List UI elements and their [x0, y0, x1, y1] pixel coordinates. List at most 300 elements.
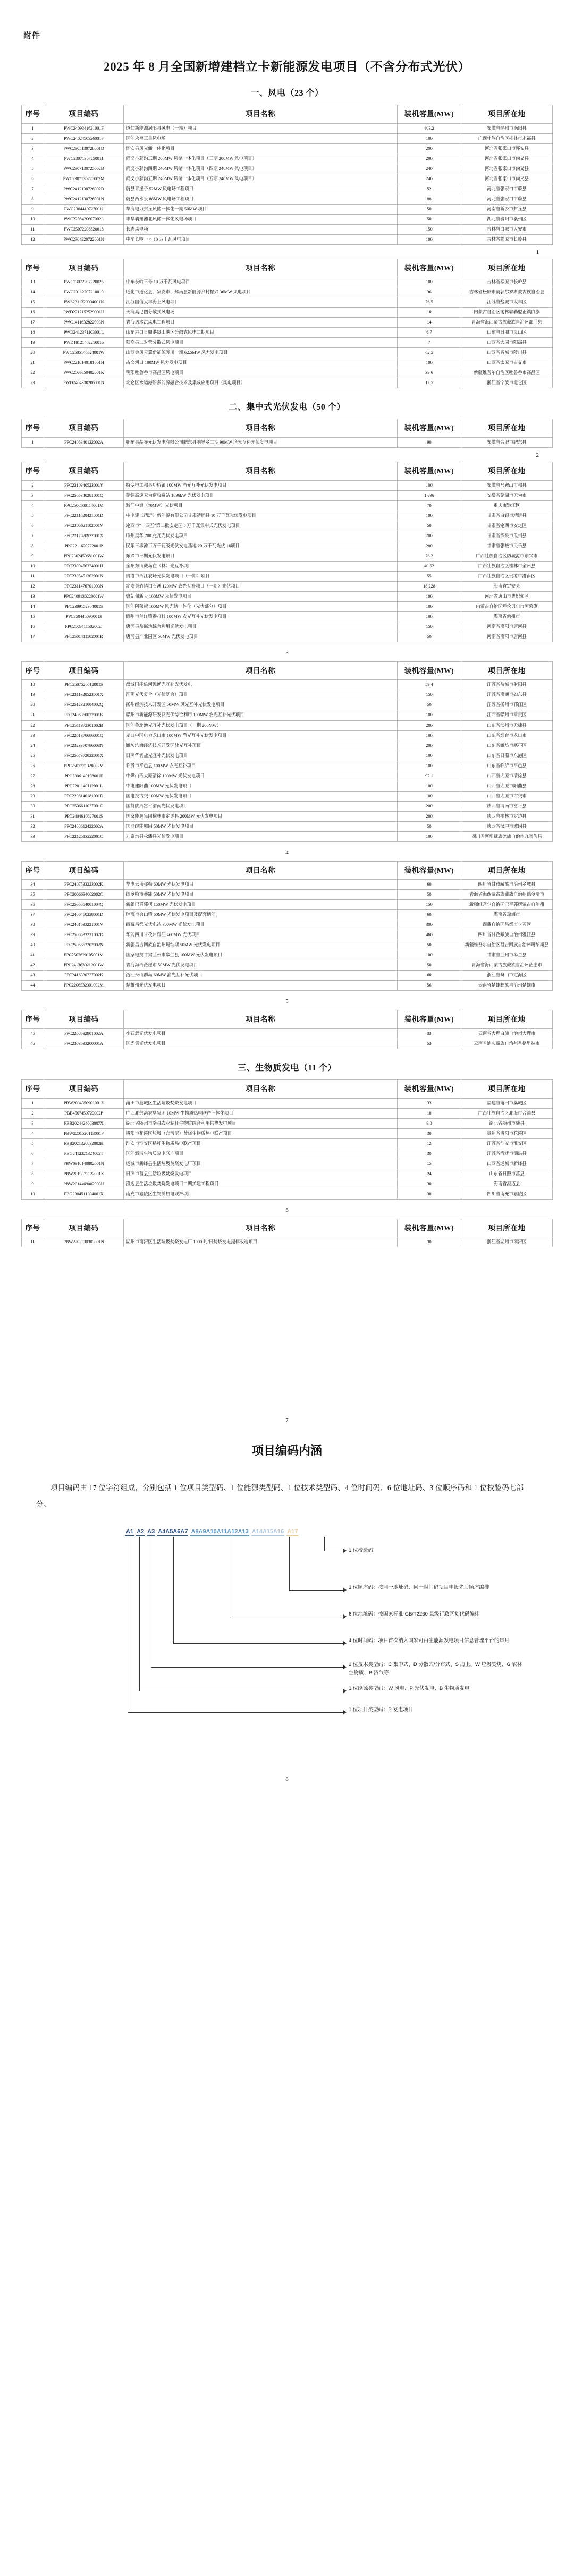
table-header-row	[22, 1080, 553, 1099]
tree-arrow-serial	[343, 1588, 347, 1592]
cell-code: PWC2307130725003M	[44, 174, 124, 184]
table-row	[22, 971, 553, 981]
table-header-row	[22, 105, 553, 124]
column-header-code: 项目编码	[44, 1010, 124, 1029]
cell-index: 30	[22, 801, 44, 811]
column-header-location: 项目所在地	[461, 661, 553, 680]
cell-location: 甘肃省定西市安定区	[461, 521, 553, 531]
cell-code: PPC2512321004002Q	[44, 700, 124, 710]
cell-name: 小石忽光伏发电项目	[124, 1028, 398, 1039]
cell-code: PBW0910140802001N	[44, 1159, 124, 1169]
cell-index: 12	[22, 581, 44, 591]
cell-name: 定安黄竹镇白石溪 120MW 农光互补项目（一期）光伏项目	[124, 581, 398, 591]
cell-capacity: 30	[398, 1189, 461, 1199]
cell-location: 河南省南阳市唐河县	[461, 622, 553, 632]
cell-index: 40	[22, 940, 44, 950]
cell-location: 甘肃省张掖市民乐县	[461, 541, 553, 551]
table-body	[22, 1028, 553, 1049]
cell-location: 山西省晋城市陵川县	[461, 348, 553, 358]
cell-code: PPC2505340281001Q	[44, 490, 124, 500]
table-row	[22, 632, 553, 642]
cell-location: 江苏省扬州市邗江区	[461, 700, 553, 710]
cell-name: 天润高尼图分散式风电场	[124, 308, 398, 318]
cell-code: PPC2507372022001X	[44, 751, 124, 761]
cell-index: 29	[22, 791, 44, 801]
cell-capacity: 100	[398, 730, 461, 741]
tree-line-time	[173, 1537, 174, 1643]
tree-connector-project	[128, 1712, 343, 1713]
cell-capacity: 50	[398, 632, 461, 642]
cell-capacity: 50	[398, 890, 461, 900]
cell-name: 唐河县盐碱地综合利用光伏发电项目	[124, 622, 398, 632]
cell-code: PBW2019371122001X	[44, 1169, 124, 1179]
tree-arrow-time	[343, 1641, 347, 1645]
cell-code: PPC2506500114001M	[44, 500, 124, 511]
cell-index: 4	[22, 1128, 44, 1138]
cell-index: 33	[22, 831, 44, 841]
cell-index: 18	[22, 680, 44, 690]
table-row	[22, 1118, 553, 1128]
cell-code: PPC2408612422002A	[44, 821, 124, 831]
cell-name: 江阴光伏复合（光伏复合）项目	[124, 690, 398, 700]
table-row	[22, 581, 553, 591]
cell-name: 古交河口 100MW 风力发电项目	[124, 358, 398, 368]
cell-location: 河南省南阳市唐河县	[461, 632, 553, 642]
tree-arrow-tech	[343, 1665, 347, 1669]
cell-index: 6	[22, 174, 44, 184]
cell-capacity: 15	[398, 1159, 461, 1169]
table-row	[22, 1138, 553, 1149]
table-body	[22, 1098, 553, 1199]
cell-location: 甘肃省白银市靖远县	[461, 511, 553, 521]
cell-name: 芜铜高速无为南收费站 1696kW 光伏发电项目	[124, 490, 398, 500]
cell-code: PWC2304410727001J	[44, 204, 124, 214]
cell-code: PPC2504460900013	[44, 611, 124, 622]
cell-index: 26	[22, 761, 44, 771]
section-title-wind: 一、风电（23 个）	[250, 89, 324, 98]
cell-location: 海南省定安县	[461, 581, 553, 591]
code-segment-a1: A1	[126, 1528, 134, 1535]
cell-code: PPC2305621102001V	[44, 521, 124, 531]
cell-index: 2	[22, 1108, 44, 1118]
cell-location: 海南省儋州市	[461, 611, 553, 622]
page-number: 1	[536, 249, 539, 256]
cell-capacity: 30	[398, 1237, 461, 1247]
cell-name: 怀安县风光储一体化项目	[124, 143, 398, 154]
cell-capacity: 100	[398, 277, 461, 287]
table-header-row	[22, 861, 553, 880]
cell-code: PBB4507450720002P	[44, 1108, 124, 1118]
cell-code: PWC2506650402001K	[44, 368, 124, 378]
cell-capacity: 59.4	[398, 680, 461, 690]
cell-name: 北仑区水运港船多能源融合技术及集成应用项目（风电项目）	[124, 378, 398, 388]
cell-code: PBG2304511304001X	[44, 1189, 124, 1199]
table-row	[22, 811, 553, 821]
cell-index: 45	[22, 1028, 44, 1039]
cell-index: 43	[22, 971, 44, 981]
cell-location: 安徽省合肥市肥东县	[461, 438, 553, 448]
cell-code: PPC2507520812001S	[44, 680, 124, 690]
cell-capacity: 200	[398, 811, 461, 821]
cell-name: 国光集光伏发电项目	[124, 1039, 398, 1049]
cell-location: 山东省滨州市无棣县	[461, 720, 553, 730]
cell-code: PPC2211620722001P	[44, 541, 124, 551]
cell-location: 云南省迪庆藏族自治州香格里拉市	[461, 1039, 553, 1049]
table-row	[22, 1108, 553, 1118]
cell-capacity: 100	[398, 511, 461, 521]
cell-name: 长志风电场	[124, 224, 398, 234]
cell-name: 贵阳市花溪区垃圾（含污泥）焚烧生物质热电联产项目	[124, 1128, 398, 1138]
table-body	[22, 438, 553, 448]
cell-code: PWC2304220722001N	[44, 234, 124, 244]
cell-name: 国电投古交 100MW 光伏发电项目	[124, 791, 398, 801]
cell-index: 44	[22, 981, 44, 991]
cell-name: 丰华襄州湘北风储一体化风电场项目	[124, 214, 398, 224]
section-title-solar: 二、集中式光伏发电（50 个）	[229, 403, 345, 412]
table-row	[22, 490, 553, 500]
cell-capacity: 50	[398, 214, 461, 224]
table-row	[22, 338, 553, 348]
cell-code: PPC2416330227002K	[44, 971, 124, 981]
tree-arrow-energy	[343, 1689, 347, 1693]
cell-index: 13	[22, 591, 44, 601]
cell-index: 22	[22, 720, 44, 730]
cell-index: 15	[22, 611, 44, 622]
page-number: 5	[285, 998, 289, 1005]
cell-index: 8	[22, 194, 44, 204]
cell-name: 道仁新能源涡阳县风电（一期）项目	[124, 123, 398, 133]
cell-name: 蔚县青崖子 52MW 风电场工程项目	[124, 184, 398, 194]
cell-capacity: 88	[398, 194, 461, 204]
cell-index: 18	[22, 328, 44, 338]
column-header-location: 项目所在地	[461, 462, 553, 481]
cell-capacity: 9.8	[398, 1118, 461, 1128]
cell-location: 河北省张家口市尚义县	[461, 154, 553, 164]
column-header-index: 序号	[22, 259, 44, 277]
table-biomass-part2	[21, 1219, 553, 1248]
table-wind-part1	[21, 105, 553, 245]
code-note-energy: 1 位能源类型码：W 风电、P 光伏发电、B 生物质发电	[349, 1686, 470, 1692]
cell-capacity: 33	[398, 1028, 461, 1039]
cell-capacity: 36	[398, 287, 461, 297]
table-row	[22, 1149, 553, 1159]
cell-name: 临沂市平邑县 100MW 农光互补项目	[124, 761, 398, 771]
column-header-name: 项目名称	[124, 1080, 398, 1099]
table-row	[22, 224, 553, 234]
table-row	[22, 1189, 553, 1199]
cell-name: 中电建（靖远）新能源有限公司甘肃靖远县 10 万千瓦光伏发电项目	[124, 511, 398, 521]
cell-code: PPC2309152304001S	[44, 601, 124, 611]
cell-location: 四川省甘孜藏族自治州雅江县	[461, 930, 553, 940]
table-row	[22, 561, 553, 571]
cell-name: 浙江舟山群岛 60MW 渔光互补光伏项目	[124, 971, 398, 981]
cell-location: 山东省日照市莒县	[461, 1169, 553, 1179]
cell-capacity: 50	[398, 821, 461, 831]
cell-location: 四川省南充市嘉陵区	[461, 1189, 553, 1199]
cell-name: 国网综能城固 50MW 光伏发电项目	[124, 821, 398, 831]
column-header-location: 项目所在地	[461, 1080, 553, 1099]
cell-location: 山西省太原市古交市	[461, 791, 553, 801]
cell-code: PPC2501411502001R	[44, 632, 124, 642]
cell-name: 湖北省随州市随县农业秸秆生物质综合利用供热发电项目	[124, 1118, 398, 1128]
cell-index: 5	[22, 511, 44, 521]
cell-name: 九寨沟县松潘县光伏发电项目	[124, 831, 398, 841]
cell-location: 青海省海西蒙古族藏族自治州茫崖市	[461, 960, 553, 971]
table-body	[22, 1237, 553, 1247]
code-note-address: 6 位地址码：按国家标准 GB/T2260 县级行政区划代码编排	[349, 1611, 480, 1618]
cell-code: PPC2211620421001D	[44, 511, 124, 521]
cell-name: 国能泗洪生物质热电联产项目	[124, 1149, 398, 1159]
column-header-capacity: 装机容量(MW)	[398, 259, 461, 277]
cell-name: 扬州经济技术开发区 50MW 风光互补光伏发电项目	[124, 700, 398, 710]
cell-code: PPC2407533223002K	[44, 880, 124, 890]
cell-capacity: 76.5	[398, 297, 461, 308]
table-header-row	[22, 419, 553, 438]
cell-name: 琼海市会山镇 60MW 光伏发电项目及配套储能	[124, 910, 398, 920]
cell-index: 3	[22, 490, 44, 500]
table-row	[22, 297, 553, 308]
cell-name: 曹妃甸新天 100MW 光伏发电项目	[124, 591, 398, 601]
table-row	[22, 930, 553, 940]
tree-arrow-address	[343, 1614, 347, 1619]
cell-index: 6	[22, 521, 44, 531]
table-row	[22, 204, 553, 214]
cell-location: 河北省张家口市蔚县	[461, 184, 553, 194]
cell-capacity: 50	[398, 204, 461, 214]
cell-code: PWC1411632822003N	[44, 318, 124, 328]
cell-index: 1	[22, 123, 44, 133]
table-solar-part5	[21, 1010, 553, 1049]
cell-capacity: 100	[398, 591, 461, 601]
table-row	[22, 1039, 553, 1049]
cell-name: 黔江中塘（70MW）光伏项目	[124, 500, 398, 511]
table-row	[22, 1159, 553, 1169]
cell-code: PPC2311470701003N	[44, 581, 124, 591]
cell-capacity: 240	[398, 164, 461, 174]
table-row	[22, 318, 553, 328]
cell-index: 5	[22, 164, 44, 174]
cell-name: 山西金风天翼新能源陵川一期 62.5MW 风力发电项目	[124, 348, 398, 358]
table-row	[22, 601, 553, 611]
table-header-row	[22, 661, 553, 680]
table-row	[22, 184, 553, 194]
cell-name: 唐河县产业园区 50MW 光伏发电项目	[124, 632, 398, 642]
table-row	[22, 791, 553, 801]
cell-capacity: 200	[398, 741, 461, 751]
cell-name: 山东港口日照港岚山港区分散式风电二期项目	[124, 328, 398, 338]
cell-capacity: 50	[398, 521, 461, 531]
cell-capacity: 24	[398, 1169, 461, 1179]
cell-code: PBW2203330303001N	[44, 1237, 124, 1247]
cell-capacity: 100	[398, 710, 461, 720]
cell-index: 1	[22, 438, 44, 448]
cell-location: 贵州省贵阳市花溪区	[461, 1128, 553, 1138]
table-row	[22, 480, 553, 490]
cell-name: 明阳吐鲁番市高昌区风电项目	[124, 368, 398, 378]
cell-code: PWD2412371103001L	[44, 328, 124, 338]
cell-index: 17	[22, 318, 44, 328]
cell-capacity: 300	[398, 920, 461, 930]
cell-location: 西藏自治区昌都市卡若区	[461, 920, 553, 930]
cell-location: 浙江省湖州市南浔区	[461, 1237, 553, 1247]
table-row	[22, 164, 553, 174]
cell-index: 14	[22, 601, 44, 611]
table-row	[22, 154, 553, 164]
cell-index: 3	[22, 143, 44, 154]
cell-index: 38	[22, 920, 44, 930]
tree-line-check	[324, 1537, 325, 1551]
cell-index: 21	[22, 358, 44, 368]
cell-code: PPC2303533200001A	[44, 1039, 124, 1049]
table-body	[22, 277, 553, 388]
cell-code: PPC2311320523001X	[44, 690, 124, 700]
cell-location: 河北省张家口市尚义县	[461, 174, 553, 184]
cell-location: 内蒙古自治区锡林郭勒盟正镶白旗	[461, 308, 553, 318]
table-wind-part2	[21, 259, 553, 389]
cell-name: 国能鲁北渔光互补光伏发电项目（一期 200MW）	[124, 720, 398, 730]
cell-location: 山西省太原市清徐县	[461, 771, 553, 781]
cell-capacity: 76.2	[398, 551, 461, 561]
cell-index: 19	[22, 690, 44, 700]
cell-name: 国家电投甘肃兰州市皋兰县 100MW 光伏发电项目	[124, 950, 398, 960]
cell-code: PBG2412321324002T	[44, 1149, 124, 1159]
cell-code: PWC2409341621001F	[44, 123, 124, 133]
cell-code: PPC2212513222001C	[44, 831, 124, 841]
cell-code: PPC2201140112001L	[44, 781, 124, 791]
tree-arrow-check	[343, 1549, 347, 1553]
cell-code: PPC2506533221002D	[44, 930, 124, 940]
column-header-capacity: 装机容量(MW)	[398, 462, 461, 481]
cell-index: 14	[22, 287, 44, 297]
table-body	[22, 480, 553, 642]
cell-code: PPC2506611027001C	[44, 801, 124, 811]
cell-capacity: 62.5	[398, 348, 461, 358]
table-row	[22, 981, 553, 991]
column-header-location: 项目所在地	[461, 105, 553, 124]
table-solar-part2	[21, 462, 553, 642]
cell-name: 青海诺木洪风电工程项目	[124, 318, 398, 328]
tree-line-a2	[139, 1537, 140, 1691]
cell-index: 6	[22, 1149, 44, 1159]
table-row	[22, 622, 553, 632]
cell-name: 新疆昌吉回族自治州玛纳斯 50MW 光伏发电项目	[124, 940, 398, 950]
cell-capacity: 100	[398, 133, 461, 143]
cell-code: PWC2305130728001D	[44, 143, 124, 154]
cell-name: 日照市莒县生活垃圾焚烧发电项目	[124, 1169, 398, 1179]
table-row	[22, 1028, 553, 1039]
cell-index: 31	[22, 811, 44, 821]
table-row	[22, 521, 553, 531]
cell-index: 13	[22, 277, 44, 287]
cell-index: 20	[22, 348, 44, 358]
cell-location: 吉林省白城市大安市	[461, 224, 553, 234]
cell-location: 陕西省渭南市富平县	[461, 801, 553, 811]
column-header-index: 序号	[22, 1010, 44, 1029]
cell-capacity: 30	[398, 1128, 461, 1138]
cell-capacity: 200	[398, 531, 461, 541]
cell-location: 山东省日照市岚山区	[461, 328, 553, 338]
column-header-name: 项目名称	[124, 462, 398, 481]
code-segment-serial: A14A15A16	[251, 1528, 284, 1535]
cell-index: 16	[22, 622, 44, 632]
column-header-name: 项目名称	[124, 1219, 398, 1237]
cell-code: PBW2004350901001Z	[44, 1098, 124, 1108]
cell-code: PWC2208420607002L	[44, 214, 124, 224]
tree-connector-time	[173, 1643, 343, 1644]
cell-code: PWC25072208820018	[44, 224, 124, 234]
column-header-index: 序号	[22, 462, 44, 481]
table-row	[22, 511, 553, 521]
cell-name: 中煤山西太原清徐 100MW 光伏发电项目	[124, 771, 398, 781]
cell-code: PPC2401533221001V	[44, 920, 124, 930]
table-row	[22, 174, 553, 184]
column-header-location: 项目所在地	[461, 1219, 553, 1237]
cell-location: 甘肃省酒泉市瓜州县	[461, 531, 553, 541]
table-row	[22, 328, 553, 338]
code-note-time: 4 位时间码：项目首次纳入国家可再生能源发电项目信息管理平台的年月	[349, 1638, 510, 1644]
cell-location: 山东省日照市东港区	[461, 751, 553, 761]
cell-index: 10	[22, 1189, 44, 1199]
page-number: 8	[285, 1776, 289, 1783]
code-segment-a2: A2	[137, 1528, 145, 1535]
cell-index: 8	[22, 1169, 44, 1179]
cell-name: 尚义小蒜沟三期 200MW 风储一体化项目（三期 200MW 风电项目）	[124, 154, 398, 164]
column-header-code: 项目编码	[44, 462, 124, 481]
column-header-location: 项目所在地	[461, 259, 553, 277]
table-row	[22, 751, 553, 761]
table-biomass-part1	[21, 1079, 553, 1200]
cell-code: PPC2212620922001X	[44, 531, 124, 541]
cell-capacity: 60	[398, 880, 461, 890]
table-row	[22, 123, 553, 133]
cell-name: 莆田市荔城区生活垃圾焚烧发电项目	[124, 1098, 398, 1108]
cell-name: 中车长岭三号 10 万千瓦风电项目	[124, 277, 398, 287]
cell-location: 河北省张家口市尚义县	[461, 164, 553, 174]
table-row	[22, 680, 553, 690]
column-header-location: 项目所在地	[461, 861, 553, 880]
cell-capacity: 53	[398, 1039, 461, 1049]
cell-name: 华能四川甘孜州雅江 460MW 光伏项目	[124, 930, 398, 940]
cell-index: 22	[22, 368, 44, 378]
code-structure-diagram	[74, 1528, 522, 1765]
cell-code: PPC2206140181001D	[44, 791, 124, 801]
cell-capacity: 52	[398, 184, 461, 194]
cell-code: PWD18121402210015	[44, 338, 124, 348]
table-header-row	[22, 1010, 553, 1029]
cell-code: PPC2306140108001F	[44, 771, 124, 781]
table-row	[22, 1128, 553, 1138]
cell-location: 江苏省盐城市大丰区	[461, 297, 553, 308]
cell-location: 江苏省宿迁市泗洪县	[461, 1149, 553, 1159]
cell-index: 25	[22, 751, 44, 761]
table-row	[22, 950, 553, 960]
cell-index: 9	[22, 204, 44, 214]
code-note-tech: 1 位技术类型码：C 集中式、D 分散式/分布式、S 海上、W 垃圾焚烧、G 农林生物质、B 沼气等	[349, 1662, 522, 1677]
cell-code: PPC2206532301002M	[44, 981, 124, 991]
column-header-code: 项目编码	[44, 105, 124, 124]
cell-index: 4	[22, 154, 44, 164]
cell-capacity: 150	[398, 622, 461, 632]
cell-location: 重庆市黔江区	[461, 500, 553, 511]
cell-index: 11	[22, 571, 44, 581]
cell-capacity: 150	[398, 690, 461, 700]
cell-capacity: 1.696	[398, 490, 461, 500]
table-row	[22, 960, 553, 971]
column-header-code: 项目编码	[44, 861, 124, 880]
table-body	[22, 123, 553, 244]
table-header-row	[22, 462, 553, 481]
cell-location: 陕西省榆林市定边县	[461, 811, 553, 821]
